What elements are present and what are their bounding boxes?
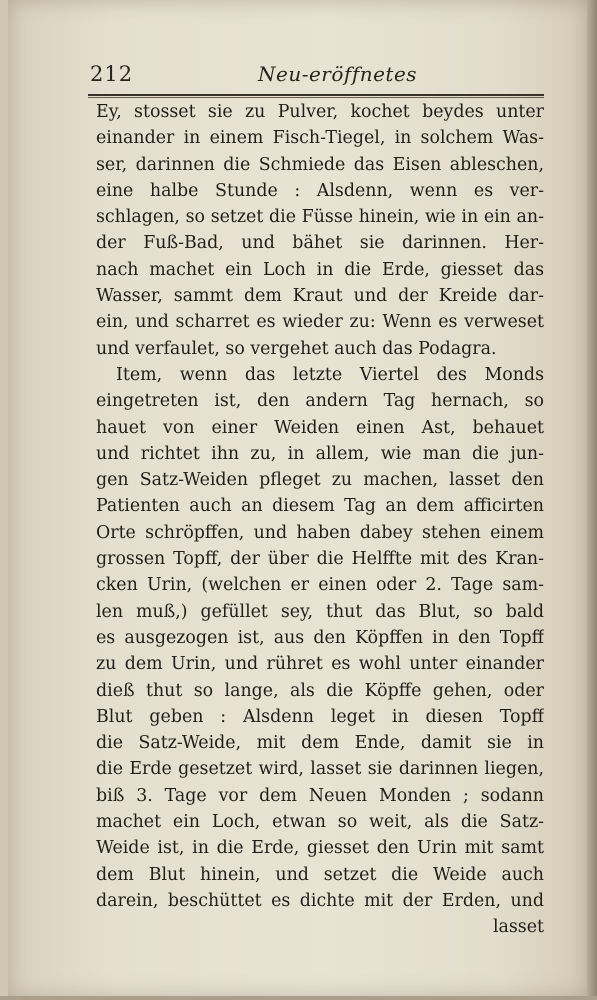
text-line: hauet von einer Weiden einen Ast, behauet: [96, 417, 544, 438]
text-line: Item, wenn das letzte Viertel des Monds: [116, 364, 544, 385]
page-bottom-edge: [0, 996, 597, 1000]
text-line: eine halbe Stunde : Alsdenn, wenn es ver-: [96, 180, 544, 201]
body-text: [96, 99, 544, 941]
text-line: und richtet ihn zu, in allem, wie man die jun-: [96, 443, 544, 464]
text-line: Orte schröpffen, und haben dabey stehen einem: [96, 522, 544, 543]
text-line: Blut geben : Alsdenn leget in diesen Topff: [96, 706, 544, 727]
page-header: [90, 62, 543, 90]
text-line: Patienten auch an diesem Tag an dem afficirten: [96, 496, 544, 517]
header-rule: [88, 94, 544, 96]
text-line: machet ein Loch, etwan so weit, als die Satz-: [96, 812, 544, 833]
text-line: zu dem Urin, und rühret es wohl unter einander: [96, 654, 544, 675]
text-line: Wasser, sammt dem Kraut und der Kreide dar-: [96, 286, 544, 307]
text-line: und verfaulet, so vergehet auch das Podagra.: [96, 338, 497, 359]
text-line: len muß,) gefüllet sey, thut das Blut, so bald: [96, 601, 544, 622]
page-number: 212: [90, 62, 134, 86]
text-line: nach machet ein Loch in die Erde, giesset das: [96, 259, 544, 280]
text-line: darein, beschüttet es dichte mit der Erden, und: [96, 890, 544, 911]
text-line: dieß thut so lange, als die Köpffe gehen, oder: [96, 680, 544, 701]
running-title: Neu-eröffnetes: [258, 62, 418, 86]
text-line: es ausgezogen ist, aus den Köpffen in den Topff: [96, 627, 544, 648]
text-line: ein, und scharret es wieder zu: Wenn es verweset: [96, 312, 544, 333]
text-line: gen Satz-Weiden pfleget zu machen, lasset den: [96, 470, 544, 491]
text-line: grossen Topff, der über die Helffte mit des Kran-: [96, 549, 544, 570]
text-line: eingetreten ist, den andern Tag hernach, so: [96, 391, 544, 412]
text-line: die Satz-Weide, mit dem Ende, damit sie in: [96, 733, 544, 754]
text-line: cken Urin, (welchen er einen oder 2. Tage sam-: [96, 575, 544, 596]
page-edge: [587, 0, 597, 1000]
text-line: ser, darinnen die Schmiede das Eisen ableschen,: [96, 154, 544, 175]
text-line: Ey, stosset sie zu Pulver, kochet beydes unter: [96, 102, 544, 122]
text-line: Weide ist, in die Erde, giesset den Urin mit samt: [96, 838, 544, 859]
text-line: dem Blut hinein, und setzet die Weide auch: [96, 864, 544, 885]
text-line: die Erde gesetzet wird, lasset sie darinnen liegen,: [96, 759, 544, 780]
header-rule-thin: [88, 97, 544, 98]
text-line: biß 3. Tage vor dem Neuen Monden ; sodann: [96, 785, 544, 806]
text-line: schlagen, so setzet die Füsse hinein, wie in ein an-: [96, 207, 544, 228]
text-line: einander in einem Fisch-Tiegel, in solchem Was-: [96, 128, 544, 149]
text-line: der Fuß-Bad, und bähet sie darinnen. Her-: [96, 233, 544, 254]
catchword: lasset: [492, 917, 544, 938]
